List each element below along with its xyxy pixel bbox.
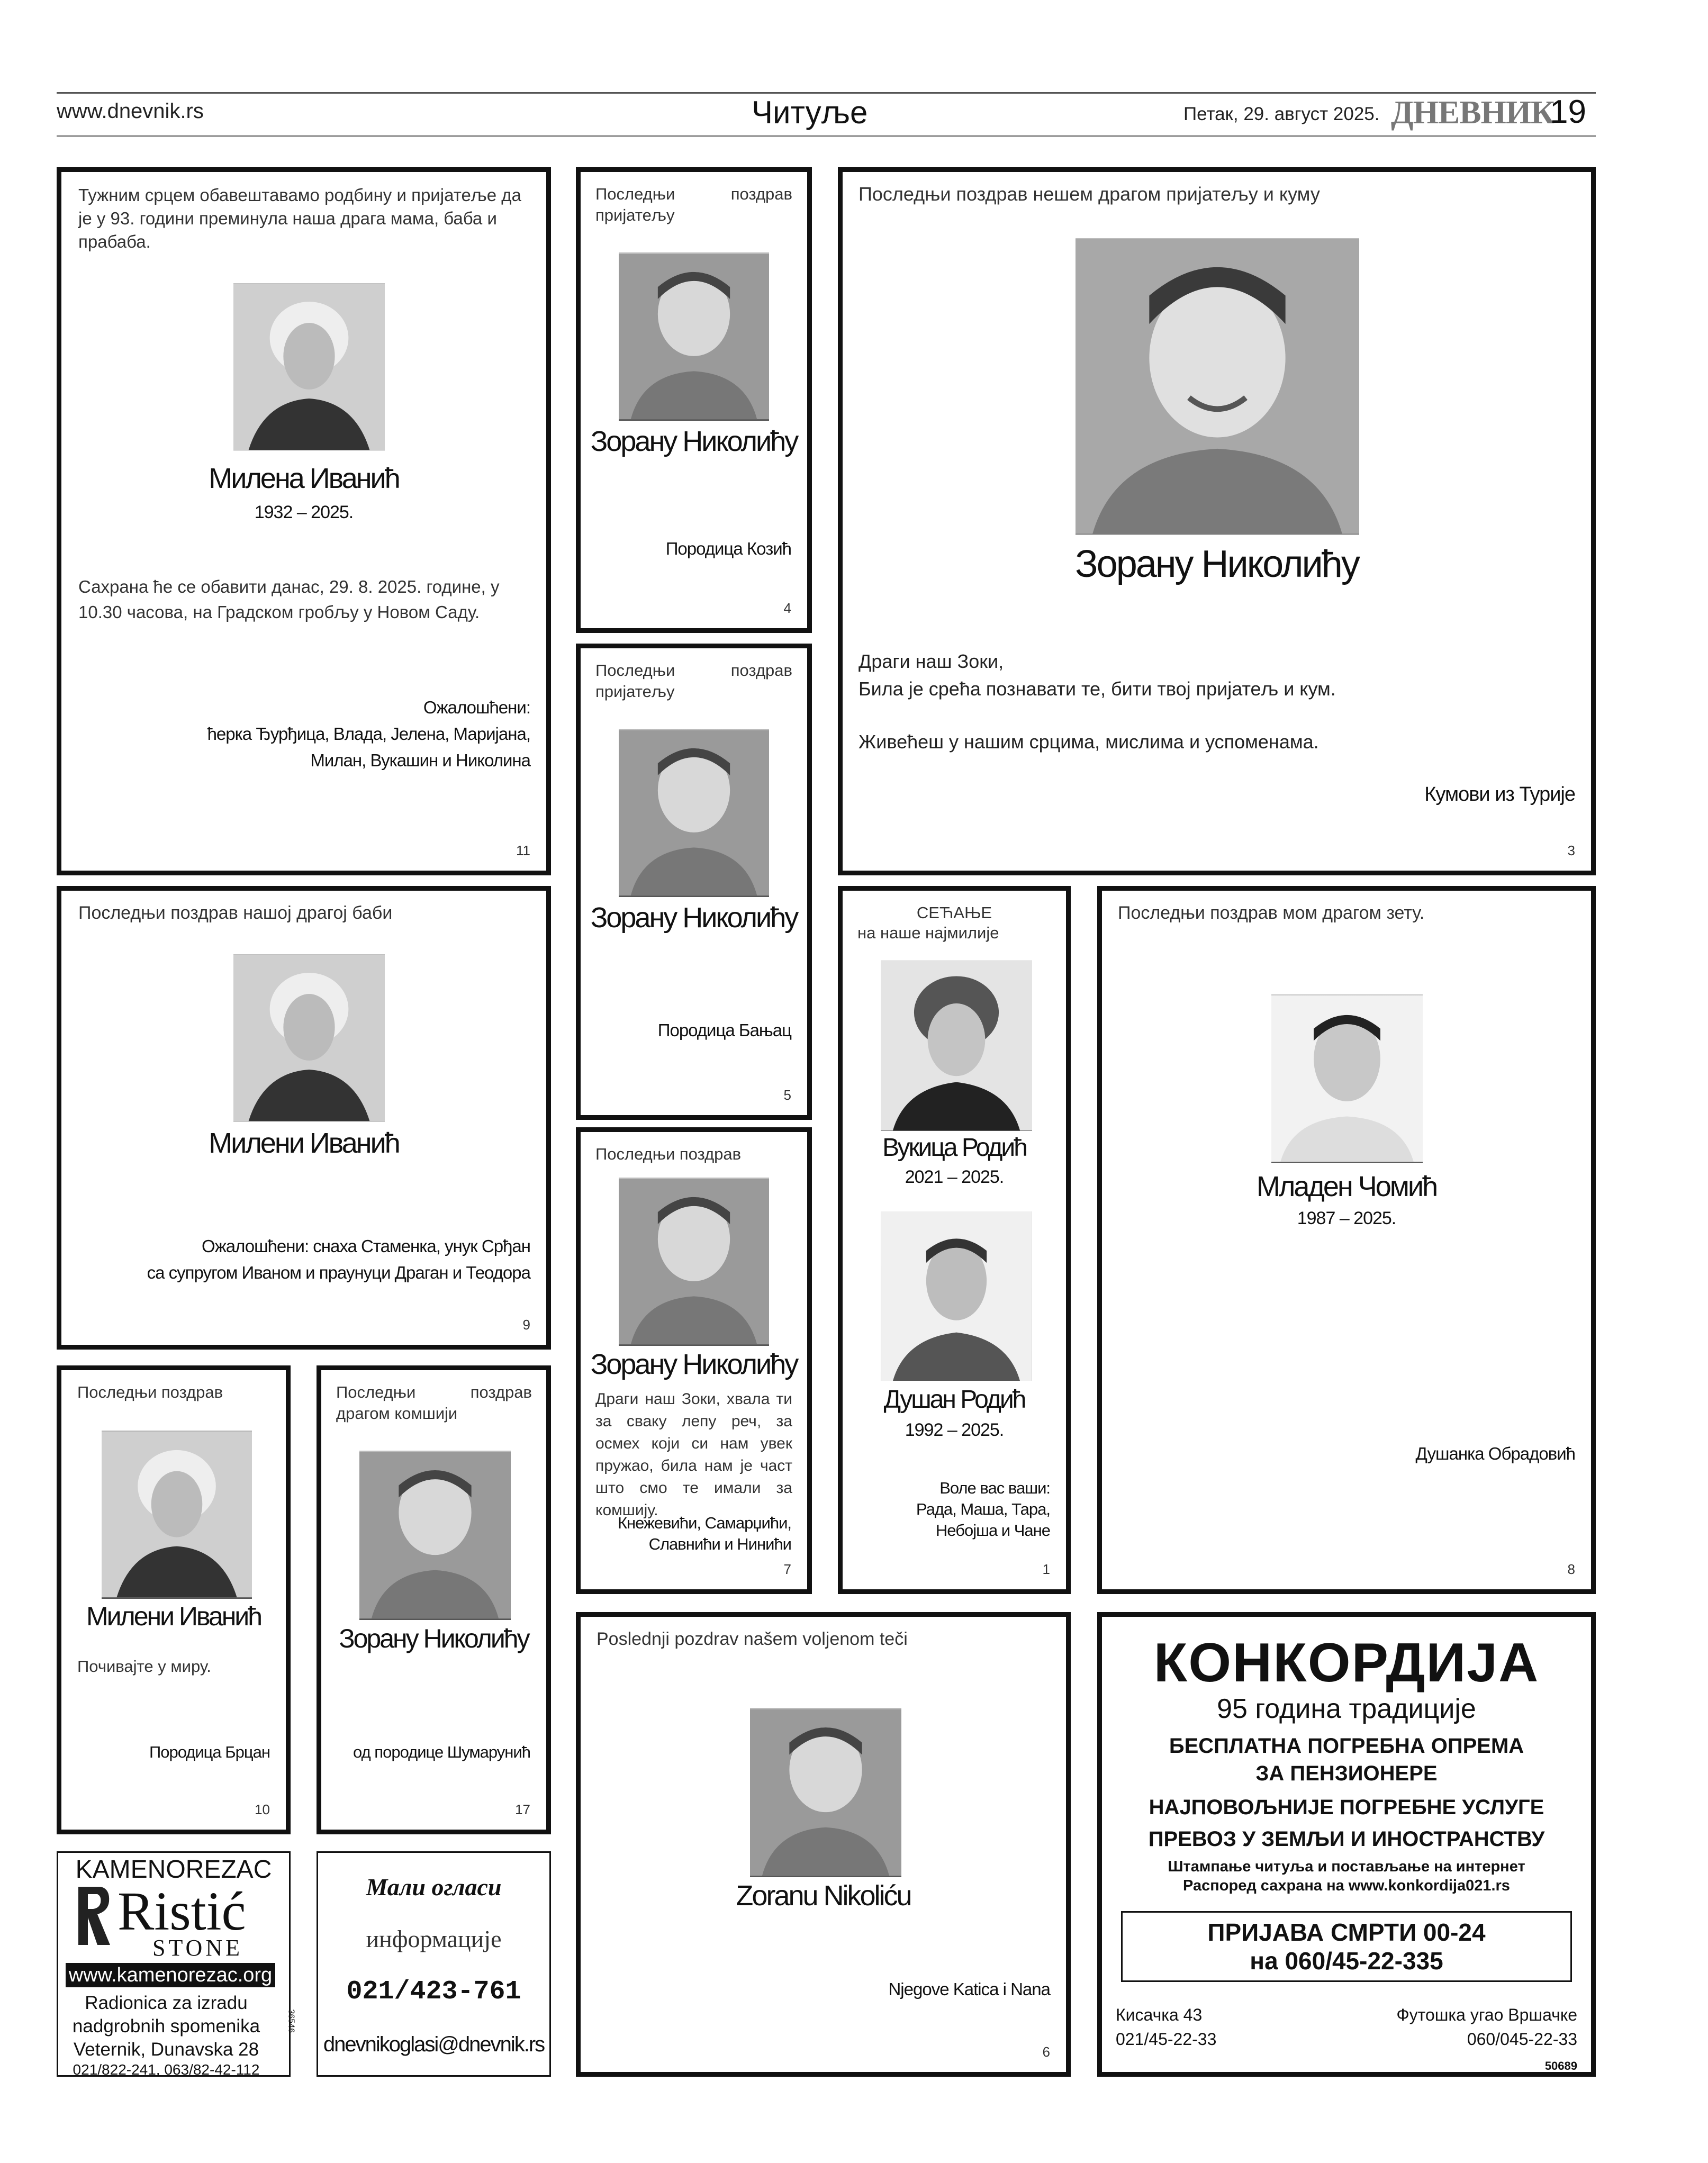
- portrait-photo: [619, 1178, 769, 1346]
- konkordija-line-4: ПРЕВОЗ У ЗЕМЉИ И ИНОСТРАНСТВУ: [1148, 1827, 1545, 1851]
- classifieds-info-label: информације: [366, 1925, 502, 1952]
- mourners-line-2: Милан, Вукашин и Николина: [310, 750, 530, 770]
- intro-line-2: пријатељу: [595, 682, 675, 701]
- intro-text: Последњи поздрав нешем драгом пријатељу и куму: [858, 183, 1320, 205]
- portrait-photo: [619, 729, 769, 897]
- intro-text: Тужним срцем обавештавамо родбину и пријатеље да је у 93. години преминула наша драга мама, баба и прабаба.: [78, 185, 521, 251]
- obituary-zoran-nikolic-3: [838, 167, 1596, 875]
- ristic-line-1: Radionica za izradu: [85, 1993, 248, 2013]
- mourners-line-1: ћерка Ђурђица, Влада, Јелена, Маријана,: [207, 724, 530, 744]
- ad-number: 11: [516, 843, 530, 858]
- signature-line-2: Славнићи и Нинићи: [648, 1535, 791, 1553]
- intro-text: Последњи поздрав: [595, 1145, 742, 1163]
- life-years-2: 1992 – 2025.: [905, 1420, 1004, 1440]
- classifieds-title: Мали огласи: [366, 1874, 502, 1900]
- deceased-name: Милени Иванић: [86, 1601, 261, 1631]
- konkordija-line-3: НАЈПОВОЉНИЈЕ ПОГРЕБНЕ УСЛУГЕ: [1149, 1796, 1544, 1819]
- signature: од породице Шумарунић: [353, 1743, 530, 1761]
- deceased-name-1: Вукица Родић: [882, 1134, 1026, 1162]
- ad-number: 8: [1567, 1561, 1575, 1577]
- deceased-name: Зорану Николићу: [339, 1624, 529, 1653]
- obituary-zoran-nikolic-4: [576, 167, 812, 633]
- portrait-photo: [359, 1451, 511, 1620]
- obituary-zoran-nikolic-6: [576, 1612, 1071, 2077]
- intro-right: поздрав: [730, 661, 792, 680]
- intro-text: Последњи поздрав мом драгом зету.: [1118, 903, 1425, 923]
- ristic-url[interactable]: www.kamenorezac.org: [66, 1963, 275, 1987]
- deceased-name: Zoranu Nikoliću: [736, 1880, 911, 1912]
- ad-number: 9: [522, 1317, 530, 1333]
- classifieds-phone[interactable]: 021/423-761: [346, 1977, 521, 2007]
- konkordija-line-2: ЗА ПЕНЗИОНЕРЕ: [1255, 1762, 1438, 1785]
- ad-number: 7: [783, 1561, 791, 1577]
- signature-line-1: Кнежевићи, Самарџићи,: [618, 1514, 791, 1532]
- ristic-stone-advertisement: [57, 1851, 295, 2078]
- portrait-photo: [233, 283, 385, 450]
- konkordija-line-6: Распоред сахрана на www.konkordija021.rs: [1183, 1877, 1510, 1894]
- ad-number: 10: [255, 1802, 270, 1817]
- konkordija-advertisement: [1097, 1612, 1596, 2077]
- ristic-code: 36546: [286, 2009, 295, 2033]
- message-text: Почивајте у миру.: [77, 1657, 211, 1676]
- intro-right: поздрав: [730, 185, 792, 203]
- signature: Породица Козић: [665, 539, 791, 558]
- ad-number: 5: [783, 1087, 791, 1103]
- deceased-name: Зорану Николићу: [590, 902, 798, 934]
- address-2: Футошка угао Вршачке: [1396, 2005, 1577, 2024]
- memorial-title: СЕЋАЊЕ: [916, 903, 992, 922]
- obituary-zoran-nikolic-7: [576, 1127, 812, 1594]
- memorial-subtitle: на наше најмилије: [857, 924, 999, 942]
- ad-number: 4: [783, 600, 791, 616]
- deceased-name: Младен Чомић: [1256, 1171, 1437, 1202]
- signature-line-2: Рада, Маша, Тара,: [916, 1500, 1050, 1518]
- konkordija-line-1: БЕСПЛАТНА ПОГРЕБНА ОПРЕМА: [1169, 1734, 1524, 1758]
- obituary-mladen-comic-8: [1097, 886, 1596, 1594]
- deceased-name: Зорану Николићу: [590, 1349, 798, 1380]
- newspaper-logo: ДНЕВНИК: [1391, 95, 1554, 131]
- death-report-title: ПРИЈАВА СМРТИ 00-24: [1207, 1918, 1486, 1946]
- ad-number: 17: [515, 1802, 530, 1817]
- konkordija-line-5: Штампање читуља и постављање на интернет: [1168, 1858, 1525, 1875]
- deceased-name: Зорану Николићу: [1075, 543, 1359, 585]
- life-years: 1932 – 2025.: [254, 502, 354, 522]
- signature-line-3: Небојша и Чане: [935, 1521, 1050, 1540]
- signature: Кумови из Турије: [1424, 783, 1575, 806]
- site-url[interactable]: www.dnevnik.rs: [57, 99, 204, 123]
- ristic-top-label: KAMENOREZAC: [75, 1856, 272, 1884]
- ristic-line-4[interactable]: 021/822-241, 063/82-42-112: [73, 2061, 260, 2078]
- intro-text: Poslednji pozdrav našem voljenom teči: [597, 1629, 908, 1649]
- death-report-box: [1121, 1911, 1572, 1982]
- page-number: 19: [1550, 94, 1586, 130]
- intro-text: Последњи поздрав драгом комшији: [336, 1383, 532, 1423]
- header-top-rule: [57, 92, 1596, 94]
- ristic-line-2: nadgrobnih spomenika: [72, 2016, 260, 2037]
- ad-number: 1: [1042, 1561, 1050, 1577]
- section-title: Читуље: [752, 95, 868, 130]
- phone-2[interactable]: 060/045-22-33: [1467, 2030, 1577, 2049]
- deceased-name: Милена Иванић: [209, 463, 399, 494]
- deceased-name: Зорану Николићу: [590, 426, 798, 457]
- ad-code: 50689: [1544, 2059, 1577, 2073]
- mourners-line-2: са супругом Иваном и праунуци Драган и Теодора: [147, 1263, 530, 1282]
- intro-line-2: пријатељу: [595, 206, 675, 224]
- portrait-photo: [102, 1431, 252, 1599]
- ristic-line-3: Veternik, Dunavska 28: [73, 2039, 259, 2060]
- portrait-photo-vukica: [881, 961, 1032, 1131]
- ristic-brand: Ristić: [118, 1881, 246, 1942]
- signature: Njegove Katica i Nana: [888, 1979, 1050, 1999]
- intro-text: Последњи поздрав нашој драгој баби: [78, 903, 393, 923]
- obituary-milena-ivanic-11: [57, 167, 551, 875]
- issue-date: Петак, 29. август 2025.: [1183, 104, 1380, 124]
- deceased-name: Милени Иванић: [209, 1127, 399, 1159]
- portrait-photo: [1076, 238, 1359, 535]
- obituary-zoran-nikolic-17: [317, 1365, 551, 1834]
- signature: Породица Бањац: [657, 1020, 791, 1040]
- message-line-2: Била је срећа познавати те, бити твој пријатељ и кум.: [858, 678, 1336, 700]
- portrait-photo: [1271, 994, 1423, 1163]
- memorial-rodic-1: [838, 886, 1071, 1594]
- signature: Породица Брцан: [149, 1743, 270, 1761]
- classifieds-info-box: [317, 1851, 551, 2077]
- konkordija-tagline: 95 година традиције: [1217, 1694, 1476, 1724]
- intro-left: Последњи: [595, 185, 675, 203]
- ristic-logo-icon: [74, 1887, 111, 1945]
- portrait-photo: [233, 954, 385, 1121]
- ad-number: 3: [1567, 843, 1575, 858]
- phone-1[interactable]: 021/45-22-33: [1116, 2030, 1217, 2049]
- funeral-info: Сахрана ће се обавити данас, 29. 8. 2025. године, у 10.30 часова, на Градском гробљу у Новом Саду.: [78, 577, 500, 622]
- portrait-photo: [750, 1708, 901, 1877]
- mourners-line-1: Ожалошћени: снаха Стаменка, унук Срђан: [202, 1236, 530, 1256]
- ristic-stone: STONE: [152, 1935, 243, 1961]
- header-bottom-rule: [57, 135, 1596, 137]
- deceased-name-2: Душан Родић: [883, 1386, 1025, 1414]
- classifieds-email[interactable]: dnevnikoglasi@dnevnik.rs: [323, 2033, 545, 2056]
- intro-text: Последњи поздрав: [77, 1383, 223, 1401]
- signature: Душанка Обрадовић: [1415, 1444, 1575, 1463]
- life-years-1: 2021 – 2025.: [905, 1167, 1004, 1187]
- death-report-phone[interactable]: на 060/45-22-335: [1250, 1947, 1443, 1975]
- life-years: 1987 – 2025.: [1297, 1208, 1396, 1228]
- mourners-heading: Ожалошћени:: [423, 698, 530, 717]
- konkordija-logo: КОНКОРДИЈА: [1153, 1632, 1540, 1694]
- message-line-1: Драги наш Зоки,: [858, 650, 1004, 672]
- obituary-zoran-nikolic-5: [576, 644, 812, 1120]
- signature-line-1: Воле вас ваши:: [939, 1479, 1050, 1497]
- obituary-milena-ivanic-10: [57, 1365, 291, 1834]
- address-1: Кисачка 43: [1116, 2005, 1203, 2024]
- portrait-photo-dusan: [881, 1211, 1032, 1381]
- intro-left: Последњи: [595, 661, 675, 680]
- message-line-3: Живећеш у нашим срцима, мислима и успоменама.: [858, 731, 1319, 753]
- obituary-milena-ivanic-9: [57, 886, 551, 1350]
- portrait-photo: [619, 252, 769, 421]
- message-text: Драги наш Зоки, хвала ти за сваку лепу реч, за осмех који си нам увек пружао, била нам је част што смо те имали за комшију.: [595, 1390, 792, 1519]
- ad-number: 6: [1042, 2044, 1050, 2060]
